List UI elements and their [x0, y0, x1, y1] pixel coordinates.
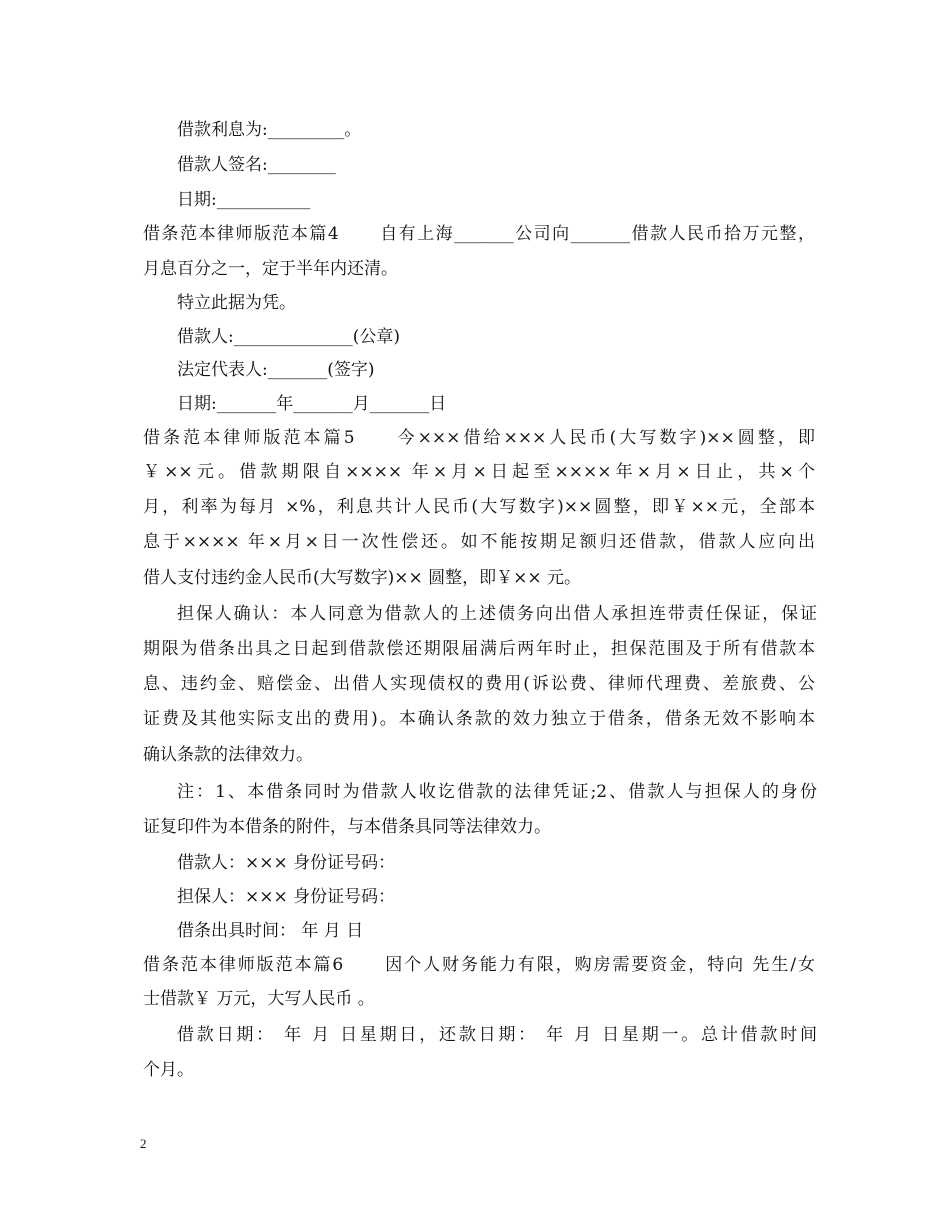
legal-rep-line: 法定代表人:_______(签字) [177, 360, 375, 380]
guarantor-id-line: 担保人：××× 身份证号码： [177, 887, 396, 907]
interest-line: 借款利息为:_________。 [177, 120, 362, 140]
note-line: 注：1、本借条同时为借款人收讫借款的法律凭证;2、借款人与担保人的身份 [177, 782, 817, 802]
paragraph-line: ￥××元。借款期限自×××× 年×月×日起至××××年×月×日止，共×个 [143, 462, 815, 482]
section-6-heading [143, 953, 815, 977]
section-title: 借条范本律师版范本篇5 [143, 428, 355, 448]
borrower-seal-line: 借款人:______________(公章) [177, 327, 400, 347]
borrower-signature-line: 借款人签名:________ [177, 155, 336, 175]
date-line: 日期:___________ [177, 190, 311, 210]
paragraph-line: 月息百分之一，定于半年内还清。 [143, 259, 398, 279]
paragraph-line: 担保人确认：本人同意为借款人的上述债务向出借人承担连带责任保证，保证 [177, 604, 817, 624]
paragraph-line: 士借款￥ 万元，大写人民币 。 [143, 989, 375, 1009]
date-line: 日期:_______年_______月_______日 [177, 394, 447, 414]
section-body: 自有上海_______公司向_______借款人民币拾万元整， [378, 224, 815, 244]
paragraph-line: 借人支付违约金人民币(大写数字)×× 圆整，即￥×× 元。 [143, 568, 582, 588]
section-5-heading [143, 426, 815, 450]
page-number: 2 [140, 1136, 147, 1151]
paragraph-line: 特立此据为凭。 [177, 293, 296, 313]
section-title: 借条范本律师版范本篇6 [143, 955, 344, 975]
borrower-id-line: 借款人：××× 身份证号码： [177, 853, 396, 873]
note-line: 证复印件为本借条的附件，与本借条具同等法律效力。 [143, 817, 551, 837]
paragraph-line: 证费及其他实际支出的费用)。本确认条款的效力独立于借条，借条无效不影响本 [143, 709, 815, 729]
paragraph-line: 期限为借条出具之日起到借款偿还期限届满后两年时止，担保范围及于所有借款本 [143, 639, 815, 659]
paragraph-line: 确认条款的法律效力。 [143, 745, 313, 765]
issue-time-line: 借条出具时间： 年 月 日 [177, 921, 364, 941]
paragraph-line: 息于×××× 年×月×日一次性偿还。如不能按期足额归还借款，借款人应向出 [143, 532, 815, 552]
section-4-heading [143, 222, 815, 246]
section-title: 借条范本律师版范本篇4 [143, 224, 339, 244]
section-body: 因个人财务能力有限，购房需要资金，特向 先生/女 [383, 955, 815, 975]
paragraph-line: 借款日期： 年 月 日星期日，还款日期： 年 月 日星期一。总计借款时间 [177, 1025, 817, 1045]
section-body: 今×××借给×××人民币(大写数字)××圆整，即 [394, 428, 815, 448]
paragraph-line: 月，利率为每月 ×%，利息共计人民币(大写数字)××圆整，即￥××元，全部本 [143, 497, 815, 517]
paragraph-line: 个月。 [143, 1060, 194, 1080]
paragraph-line: 息、违约金、赔偿金、出借人实现债权的费用(诉讼费、律师代理费、差旅费、公 [143, 674, 815, 694]
